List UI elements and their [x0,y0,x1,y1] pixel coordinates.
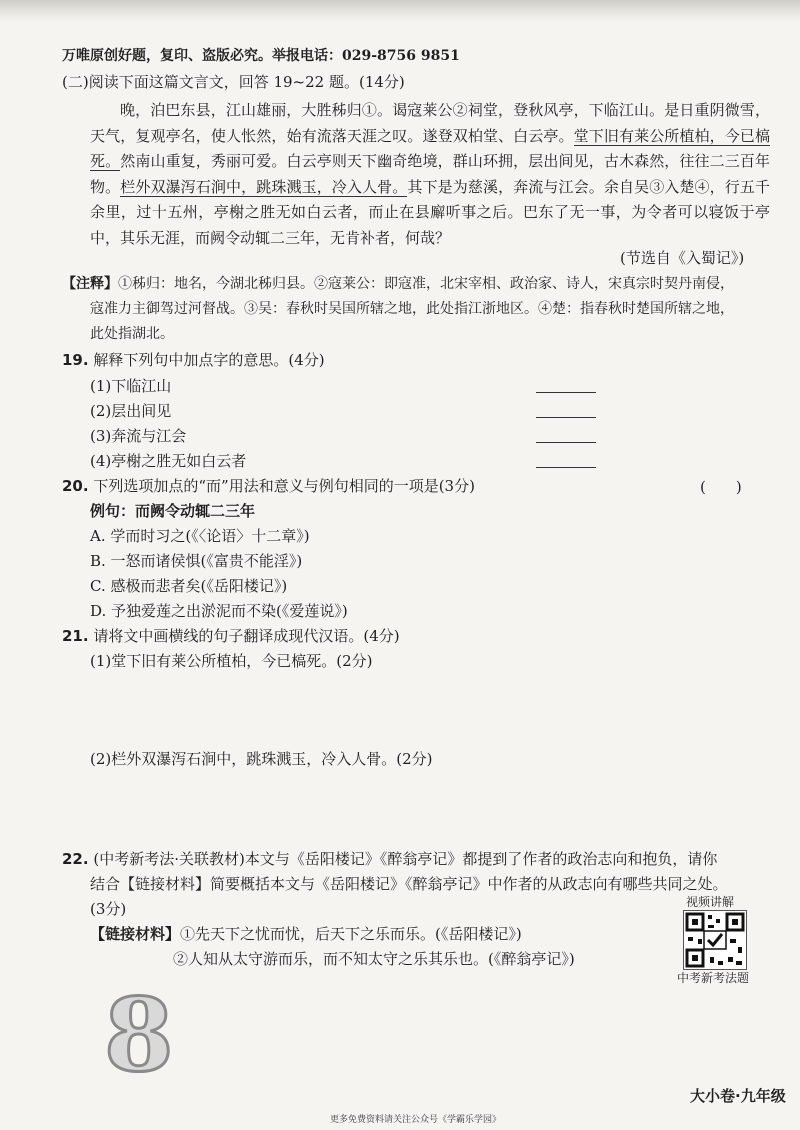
material-label: 【链接材料】 [90,925,181,943]
copyright-notice: 万唯原创好题，复印、盗版必究。举报电话：029-8756 9851 [62,48,460,64]
q20-option-b: B. 一怒而诸侯惧(《富贵不能淫》) [90,552,303,570]
q20-option-a: A. 学而时习之(《〈论语〉十二章》) [90,527,310,545]
q19-answer-blank-3[interactable] [536,442,596,443]
notes-label: 【注释】 [62,276,118,292]
question-19-number: 19. [62,351,89,369]
brand-label: 大小卷·九年级 [690,1087,786,1105]
q20-option-d: D. 予独爱莲之出淤泥而不染(《爱莲说》) [90,602,348,620]
question-19-stem: 解释下列句中加点字的意思。(4分) [93,351,325,369]
question-21-stem: 请将文中画横线的句子翻译成现代汉语。(4分) [93,627,400,645]
q19-item-1: (1)下临江山 [90,377,172,395]
q19-answer-blank-4[interactable] [536,467,596,468]
passage-part-2: 然南山重复，秀丽可爱。白云亭则天下幽奇绝境，群山环拥，层出间见，古木森然，往往二三百年物。 [90,152,770,196]
notes-line-2: 寇准力主御驾过河督战。③吴：春秋时吴国所辖之地，此处指江浙地区。④楚：指春秋时楚国所辖之地， [90,301,734,317]
notes-line-1: 【注释】①秭归：地名，今湖北秭归县。②寇莱公：即寇准，北宋宰相、政治家、诗人，宋真宗时契丹南侵， [62,276,734,292]
page-number: 8 [104,976,174,1094]
passage-part-3: 其下是为慈溪，奔流与江会。余自吴③入楚④，行五千余里，过十五州，亭榭之胜无如白云者，而止在县廨听事之后。巴东了无一事，为令者可以寝饭于亭中，其乐无涯，而阙令动辄二三年，无肯补者，何哉？ [90,177,770,247]
q21-sub-2: (2)栏外双瀑泻石涧中，跳珠溅玉，冷入人骨。(2分) [90,750,433,768]
passage-part-1: 晚，泊巴东县，江山雄丽，大胜秭归①。谒寇莱公②祠堂，登秋风亭，下临江山。是日重阴微雪，天气，复观亭名，使人怅然，始有流落天涯之叹。遂登双柏堂、白云亭。 [90,101,770,145]
passage-source: (节选自《入蜀记》) [620,249,745,267]
section-title: (二)阅读下面这篇文言文，回答 19~22 题。(14分) [62,73,405,91]
q22-stem-2: 结合【链接材料】简要概括本文与《岳阳楼记》《醉翁亭记》中作者的从政志向有哪些共同之处。 [90,875,728,893]
q21-sub-1: (1)堂下旧有莱公所植柏，今已槁死。(2分) [90,652,373,670]
q19-answer-blank-2[interactable] [536,417,596,418]
q19-item-4: (4)亭榭之胜无如白云者 [90,452,247,470]
notes-line-3: 此处指湖北。 [90,326,174,342]
underlined-sentence-2: 栏外双瀑泻石涧中，跳珠溅玉，冷入人骨。 [120,177,408,196]
q22-stem-3: (3分) [90,900,127,918]
qr-bottom-label: 中考新考法题 [677,971,750,985]
question-21 [62,626,400,646]
footer-note: 更多免费资料请关注公众号《学霸乐学园》 [330,1115,502,1125]
question-22 [62,849,717,869]
q22-material-1: 【链接材料】①先天下之忧而忧，后天下之乐而乐。(《岳阳楼记》) [90,925,522,943]
qr-top-label: 视频讲解 [686,895,735,909]
question-21-number: 21. [62,627,89,645]
question-22-number: 22. [62,850,89,868]
q19-item-3: (3)奔流与江会 [90,427,187,445]
qr-code-icon[interactable] [683,910,747,970]
question-19 [62,350,325,370]
q20-example: 例句：而阙令动辄二三年 [90,502,256,520]
q20-answer-paren[interactable]: ( ) [700,478,742,496]
q19-item-2: (2)层出间见 [90,402,172,420]
passage [90,98,770,251]
q19-answer-blank-1[interactable] [536,392,596,393]
q22-material-2: ②人知从太守游而乐，而不知太守之乐其乐也。(《醉翁亭记》) [173,950,575,968]
underlined-sentence-1: 堂下旧有莱公所植柏，今已槁死。 [90,126,770,170]
question-20-number: 20. [62,477,89,495]
question-20-stem: 下列选项加点的“而”用法和意义与例句相同的一项是(3分) [93,477,475,495]
question-20 [62,476,475,496]
question-22-stem-1: (中考新考法·关联教材)本文与《岳阳楼记》《醉翁亭记》都提到了作者的政治志向和抱负，请你 [93,850,718,868]
q20-option-c: C. 感极而悲者矣(《岳阳楼记》) [90,577,288,595]
